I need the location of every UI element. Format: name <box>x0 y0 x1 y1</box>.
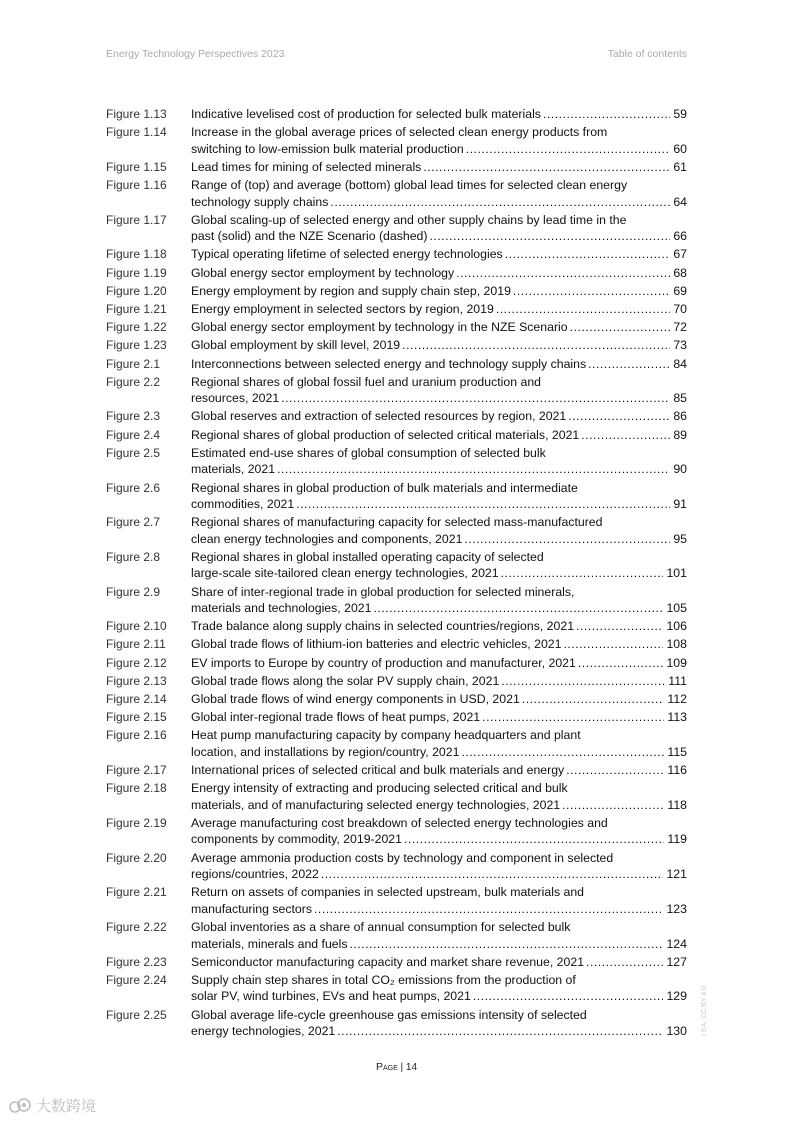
dot-leader <box>496 301 671 318</box>
figure-label: Figure 1.20 <box>106 283 167 298</box>
title-last-line <box>191 709 687 726</box>
title-text: regions/countries, 2022 <box>191 867 319 882</box>
toc-entry[interactable] <box>106 246 687 263</box>
figure-label: Figure 1.22 <box>106 320 167 335</box>
title-text: components by commodity, 2019-2021 <box>191 832 402 847</box>
figure-label: Figure 2.12 <box>106 655 167 670</box>
dot-leader <box>566 762 664 779</box>
page-ref[interactable]: 73 <box>673 338 687 353</box>
page-ref[interactable]: 115 <box>667 744 687 759</box>
title-text: Regional shares of global production of selected critical materials, 2021 <box>191 427 580 442</box>
figure-title <box>191 884 687 917</box>
page-number: 14 <box>405 1062 418 1073</box>
page-ref[interactable]: 89 <box>673 427 687 442</box>
figure-title <box>191 177 687 210</box>
title-text: Indicative levelised cost of production for selected bulk materials <box>191 107 541 121</box>
page-ref[interactable]: 70 <box>673 302 687 316</box>
title-last-line <box>191 988 687 1005</box>
title-last-line <box>191 106 687 123</box>
dot-leader <box>277 461 670 478</box>
figure-title <box>191 673 687 690</box>
title-text: Global trade flows of wind energy components in USD, 2021 <box>191 692 520 706</box>
title-last-line <box>191 427 687 444</box>
figure-title <box>191 283 687 300</box>
title-last-line <box>191 600 687 617</box>
title-line: Regional shares in global production of bulk materials and intermediate <box>191 480 578 495</box>
toc-entry[interactable] <box>106 815 687 848</box>
title-last-line <box>191 265 687 282</box>
title-text: large-scale site-tailored clean energy technologies, 2021 <box>191 566 499 581</box>
title-text: switching to low-emission bulk material production <box>191 141 464 156</box>
dot-leader <box>581 427 670 444</box>
title-line: Heat pump manufacturing capacity by company headquarters and plant <box>191 728 581 743</box>
title-last-line <box>191 797 687 814</box>
title-text: clean energy technologies and components, 2021 <box>191 531 463 546</box>
page-ref[interactable]: 105 <box>666 601 687 616</box>
figure-label: Figure 2.11 <box>106 637 166 652</box>
dot-leader <box>562 797 664 814</box>
title-text: materials and technologies, 2021 <box>191 601 372 616</box>
title-last-line <box>191 301 687 318</box>
page-ref[interactable]: 111 <box>668 673 687 688</box>
toc-entry[interactable] <box>106 445 687 478</box>
page-ref[interactable]: 101 <box>666 566 687 581</box>
title-text: Typical operating lifetime of selected energy technologies <box>191 247 503 262</box>
figure-title <box>191 727 687 760</box>
dot-leader <box>501 565 664 582</box>
title-last-line <box>191 408 687 425</box>
page-word: Page <box>375 1061 398 1073</box>
toc-entry[interactable] <box>106 374 687 407</box>
title-line: Energy intensity of extracting and producing selected critical and bulk <box>191 781 568 796</box>
figure-title <box>191 972 687 1005</box>
page-ref[interactable]: 113 <box>667 710 687 725</box>
figure-title <box>191 691 687 708</box>
toc-entry[interactable] <box>106 584 687 617</box>
title-last-line <box>191 673 687 690</box>
figure-label: Figure 2.4 <box>106 427 161 442</box>
title-last-line <box>191 246 687 263</box>
figure-title <box>191 549 687 582</box>
title-text: Energy employment by region and supply chain step, 2019 <box>191 283 511 298</box>
page-ref[interactable]: 121 <box>666 867 687 882</box>
page-ref[interactable]: 129 <box>666 989 687 1004</box>
page-ref[interactable]: 72 <box>673 320 687 335</box>
title-last-line <box>191 691 687 708</box>
title-last-line <box>191 831 687 848</box>
title-line: Increase in the global average prices of selected clean energy products from <box>191 125 608 140</box>
page-ref[interactable]: 84 <box>673 356 687 371</box>
toc-entry[interactable] <box>106 636 687 653</box>
title-last-line <box>191 954 687 971</box>
toc-entry[interactable] <box>106 283 687 300</box>
title-text: energy technologies, 2021 <box>191 1024 336 1039</box>
toc-entry[interactable] <box>106 319 687 336</box>
toc-entry[interactable] <box>106 408 687 425</box>
page-ref[interactable]: 106 <box>666 619 687 634</box>
title-line: Estimated end-use shares of global consumption of selected bulk <box>191 445 546 460</box>
toc-entry[interactable] <box>106 106 687 123</box>
title-text: materials, 2021 <box>191 462 276 477</box>
dot-leader <box>314 901 663 918</box>
figure-title <box>191 356 687 373</box>
figure-title <box>191 408 687 425</box>
dot-leader <box>423 159 670 176</box>
page-ref[interactable]: 123 <box>666 901 687 916</box>
dot-leader <box>578 655 664 672</box>
title-line: Average manufacturing cost breakdown of selected energy technologies and <box>191 815 608 830</box>
page-ref[interactable]: 127 <box>666 954 687 969</box>
figure-title <box>191 427 687 444</box>
title-last-line <box>191 461 687 478</box>
title-last-line <box>191 141 687 158</box>
page-ref[interactable]: 112 <box>667 692 687 706</box>
title-last-line <box>191 194 687 211</box>
figure-title <box>191 709 687 726</box>
figure-title <box>191 374 687 407</box>
figure-title <box>191 954 687 971</box>
page-ref[interactable]: 116 <box>667 763 687 778</box>
page-ref[interactable]: 130 <box>666 1024 687 1039</box>
figure-label: Figure 2.5 <box>106 445 161 460</box>
figure-title <box>191 106 687 123</box>
dot-leader <box>543 106 670 123</box>
figure-label: Figure 2.18 <box>106 781 167 796</box>
title-text: Global energy sector employment by technology <box>191 265 455 280</box>
figure-label: Figure 2.16 <box>106 728 167 743</box>
figure-label: Figure 2.19 <box>106 815 167 830</box>
figure-title <box>191 655 687 672</box>
title-last-line <box>191 159 687 176</box>
figure-title <box>191 584 687 617</box>
dot-leader <box>337 1023 663 1040</box>
figure-label: Figure 1.19 <box>106 265 167 280</box>
toc-entry[interactable] <box>106 618 687 635</box>
figure-label: Figure 2.25 <box>106 1007 167 1022</box>
figure-label: Figure 2.10 <box>106 619 167 634</box>
figure-title <box>191 159 687 176</box>
toc-entry[interactable] <box>106 691 687 708</box>
title-text: materials, and of manufacturing selected energy technologies, 2021 <box>191 797 561 812</box>
title-line: Global scaling-up of selected energy and other supply chains by lead time in the <box>191 212 627 227</box>
title-last-line <box>191 319 687 336</box>
dot-leader <box>330 194 670 211</box>
title-line: Return on assets of companies in selected upstream, bulk materials and <box>191 885 585 900</box>
title-line: Regional shares of global fossil fuel and uranium production and <box>191 374 541 389</box>
figure-label: Figure 1.21 <box>106 302 167 316</box>
figure-title <box>191 265 687 282</box>
toc-entry[interactable] <box>106 972 687 1005</box>
page-ref[interactable]: 86 <box>673 409 687 424</box>
title-last-line <box>191 744 687 761</box>
title-text: Energy employment in selected sectors by region, 2019 <box>191 302 494 316</box>
page-ref[interactable]: 119 <box>667 832 687 847</box>
dot-leader <box>576 618 663 635</box>
title-last-line <box>191 496 687 513</box>
figure-title <box>191 445 687 478</box>
title-last-line <box>191 283 687 300</box>
page-footer <box>0 1061 793 1073</box>
title-text: International prices of selected critical and bulk materials and energy <box>191 763 565 778</box>
figure-title <box>191 618 687 635</box>
title-text: Global employment by skill level, 2019 <box>191 338 401 353</box>
figure-label: Figure 2.17 <box>106 763 167 778</box>
title-text: manufacturing sectors <box>191 901 312 916</box>
license-note: I EA. CC BY 4.0. <box>701 983 708 1036</box>
figure-title <box>191 337 687 354</box>
figure-label: Figure 1.17 <box>106 212 167 227</box>
title-text: location, and installations by region/country, 2021 <box>191 744 460 759</box>
page-ref[interactable]: 109 <box>666 655 687 670</box>
page-ref[interactable]: 108 <box>666 637 687 652</box>
figure-label: Figure 2.7 <box>106 515 161 530</box>
title-text: materials, minerals and fuels <box>191 936 348 951</box>
toc-entry[interactable] <box>106 301 687 318</box>
page-ref[interactable]: 60 <box>673 141 687 156</box>
figure-title <box>191 780 687 813</box>
toc-entry[interactable] <box>106 514 687 547</box>
figure-title <box>191 319 687 336</box>
title-text: Lead times for mining of selected minerals <box>191 159 422 174</box>
figure-label: Figure 2.24 <box>106 972 167 987</box>
figure-title <box>191 212 687 245</box>
title-last-line <box>191 936 687 953</box>
figure-label: Figure 2.20 <box>106 850 167 865</box>
page-separator: | <box>400 1062 404 1073</box>
page-ref[interactable]: 64 <box>673 194 687 209</box>
watermark <box>8 1095 96 1116</box>
toc-entry[interactable] <box>106 124 687 157</box>
toc-entry[interactable] <box>106 655 687 672</box>
toc-entry[interactable] <box>106 265 687 282</box>
page-ref[interactable]: 90 <box>673 462 687 477</box>
toc-link[interactable]: Table of contents <box>607 48 687 60</box>
toc-entry[interactable] <box>106 177 687 210</box>
dot-leader <box>350 936 664 953</box>
title-line: Range of (top) and average (bottom) global lead times for selected clean energy <box>191 178 628 193</box>
toc-entry[interactable] <box>106 337 687 354</box>
figure-label: Figure 2.8 <box>106 549 161 564</box>
figure-label: Figure 1.14 <box>106 125 167 140</box>
figure-title <box>191 762 687 779</box>
figure-label: Figure 2.3 <box>106 409 161 424</box>
figure-title <box>191 636 687 653</box>
dot-leader <box>464 531 670 548</box>
toc-entry[interactable] <box>106 709 687 726</box>
page-ref[interactable]: 85 <box>673 391 687 406</box>
title-last-line <box>191 337 687 354</box>
dot-leader <box>404 831 664 848</box>
title-last-line <box>191 565 687 582</box>
title-last-line <box>191 655 687 672</box>
toc-entry[interactable] <box>106 727 687 760</box>
page-ref[interactable]: 61 <box>673 159 687 174</box>
title-last-line <box>191 618 687 635</box>
page-ref[interactable]: 118 <box>667 797 687 812</box>
figure-label: Figure 1.16 <box>106 178 167 193</box>
dot-leader <box>501 673 665 690</box>
logo-icon <box>8 1097 32 1115</box>
dot-leader <box>466 141 671 158</box>
page-ref[interactable]: 124 <box>666 936 687 951</box>
title-text: Global energy sector employment by technology in the NZE Scenario <box>191 320 568 335</box>
page-ref[interactable]: 91 <box>673 497 687 511</box>
figure-label: Figure 1.18 <box>106 247 167 262</box>
title-last-line <box>191 901 687 918</box>
title-text: Global reserves and extraction of selected resources by region, 2021 <box>191 409 567 424</box>
title-text: commodities, 2021 <box>191 497 295 511</box>
title-text: Semiconductor manufacturing capacity and market share revenue, 2021 <box>191 954 585 969</box>
toc-entry[interactable] <box>106 1007 687 1040</box>
dot-leader <box>513 283 670 300</box>
table-of-figures <box>106 106 687 1041</box>
dot-leader <box>473 988 664 1005</box>
title-line: Average ammonia production costs by technology and component in selected <box>191 850 614 865</box>
title-last-line <box>191 636 687 653</box>
figure-label: Figure 2.21 <box>106 885 167 900</box>
figure-label: Figure 2.22 <box>106 920 167 934</box>
title-text: resources, 2021 <box>191 391 280 406</box>
figure-title <box>191 246 687 263</box>
figure-label: Figure 2.1 <box>106 356 161 371</box>
figure-title <box>191 815 687 848</box>
title-text: past (solid) and the NZE Scenario (dashed) <box>191 229 428 244</box>
figure-label: Figure 1.13 <box>106 107 167 121</box>
toc-entry[interactable] <box>106 212 687 245</box>
page-ref[interactable]: 66 <box>673 229 687 244</box>
title-last-line <box>191 1023 687 1040</box>
title-last-line <box>191 866 687 883</box>
toc-entry[interactable] <box>106 919 687 952</box>
dot-leader <box>456 265 670 282</box>
figure-label: Figure 2.13 <box>106 673 167 688</box>
title-line: Global average life-cycle greenhouse gas emissions intensity of selected <box>191 1007 587 1022</box>
page-ref[interactable]: 95 <box>673 531 687 546</box>
dot-leader <box>281 390 670 407</box>
title-text: solar PV, wind turbines, EVs and heat pumps, 2021 <box>191 989 471 1004</box>
dot-leader <box>482 709 664 726</box>
figure-title <box>191 514 687 547</box>
dot-leader <box>321 866 664 883</box>
figure-label: Figure 2.6 <box>106 480 161 495</box>
figure-label: Figure 2.9 <box>106 584 161 599</box>
dot-leader <box>296 496 670 513</box>
title-last-line <box>191 356 687 373</box>
dot-leader <box>461 744 664 761</box>
title-text: EV imports to Europe by country of production and manufacturer, 2021 <box>191 655 576 670</box>
title-last-line <box>191 228 687 245</box>
dot-leader <box>505 246 671 263</box>
figure-label: Figure 1.23 <box>106 338 167 353</box>
page-ref[interactable]: 68 <box>673 265 687 280</box>
dot-leader <box>563 636 663 653</box>
dot-leader <box>402 337 670 354</box>
toc-entry[interactable] <box>106 480 687 513</box>
title-last-line <box>191 762 687 779</box>
figure-label: Figure 1.15 <box>106 159 167 174</box>
page-ref[interactable]: 69 <box>673 283 687 298</box>
figure-title <box>191 919 687 952</box>
watermark-text: 大数跨境 <box>36 1097 97 1115</box>
toc-entry[interactable] <box>106 780 687 813</box>
figure-title <box>191 1007 687 1040</box>
title-line: Share of inter-regional trade in global production for selected minerals, <box>191 584 575 599</box>
toc-entry[interactable] <box>106 427 687 444</box>
title-text: Global trade flows along the solar PV supply chain, 2021 <box>191 673 500 688</box>
figure-label: Figure 2.23 <box>106 954 167 969</box>
page-ref[interactable]: 59 <box>673 107 687 121</box>
toc-entry[interactable] <box>106 356 687 373</box>
title-text: technology supply chains <box>191 194 329 209</box>
figure-title <box>191 850 687 883</box>
title-line: Global inventories as a share of annual consumption for selected bulk <box>191 920 571 934</box>
title-line: Regional shares in global installed operating capacity of selected <box>191 549 544 564</box>
dot-leader <box>430 228 671 245</box>
toc-entry[interactable] <box>106 673 687 690</box>
title-text: Trade balance along supply chains in selected countries/regions, 2021 <box>191 619 575 634</box>
title-text: Global inter-regional trade flows of heat pumps, 2021 <box>191 710 481 725</box>
figure-label: Figure 2.15 <box>106 710 167 725</box>
dot-leader <box>522 691 665 708</box>
figure-title <box>191 301 687 318</box>
title-line: Supply chain step shares in total CO₂ emissions from the production of <box>191 972 576 987</box>
figure-title <box>191 480 687 513</box>
dot-leader <box>373 600 663 617</box>
title-text: Global trade flows of lithium-ion batteries and electric vehicles, 2021 <box>191 637 562 652</box>
figure-label: Figure 2.2 <box>106 374 161 389</box>
toc-entry[interactable] <box>106 850 687 883</box>
document-title: Energy Technology Perspectives 2023 <box>106 48 285 60</box>
toc-entry[interactable] <box>106 954 687 971</box>
toc-entry[interactable] <box>106 884 687 917</box>
figure-title <box>191 124 687 157</box>
figure-label: Figure 2.14 <box>106 692 167 706</box>
title-text: Interconnections between selected energy and technology supply chains <box>191 356 587 371</box>
dot-leader <box>570 319 671 336</box>
toc-entry[interactable] <box>106 549 687 582</box>
toc-entry[interactable] <box>106 159 687 176</box>
dot-leader <box>588 356 670 373</box>
title-last-line <box>191 531 687 548</box>
page-ref[interactable]: 67 <box>673 247 687 262</box>
dot-leader <box>586 954 663 971</box>
title-line: Regional shares of manufacturing capacity for selected mass-manufactured <box>191 515 603 530</box>
toc-entry[interactable] <box>106 762 687 779</box>
dot-leader <box>568 408 670 425</box>
title-last-line <box>191 390 687 407</box>
